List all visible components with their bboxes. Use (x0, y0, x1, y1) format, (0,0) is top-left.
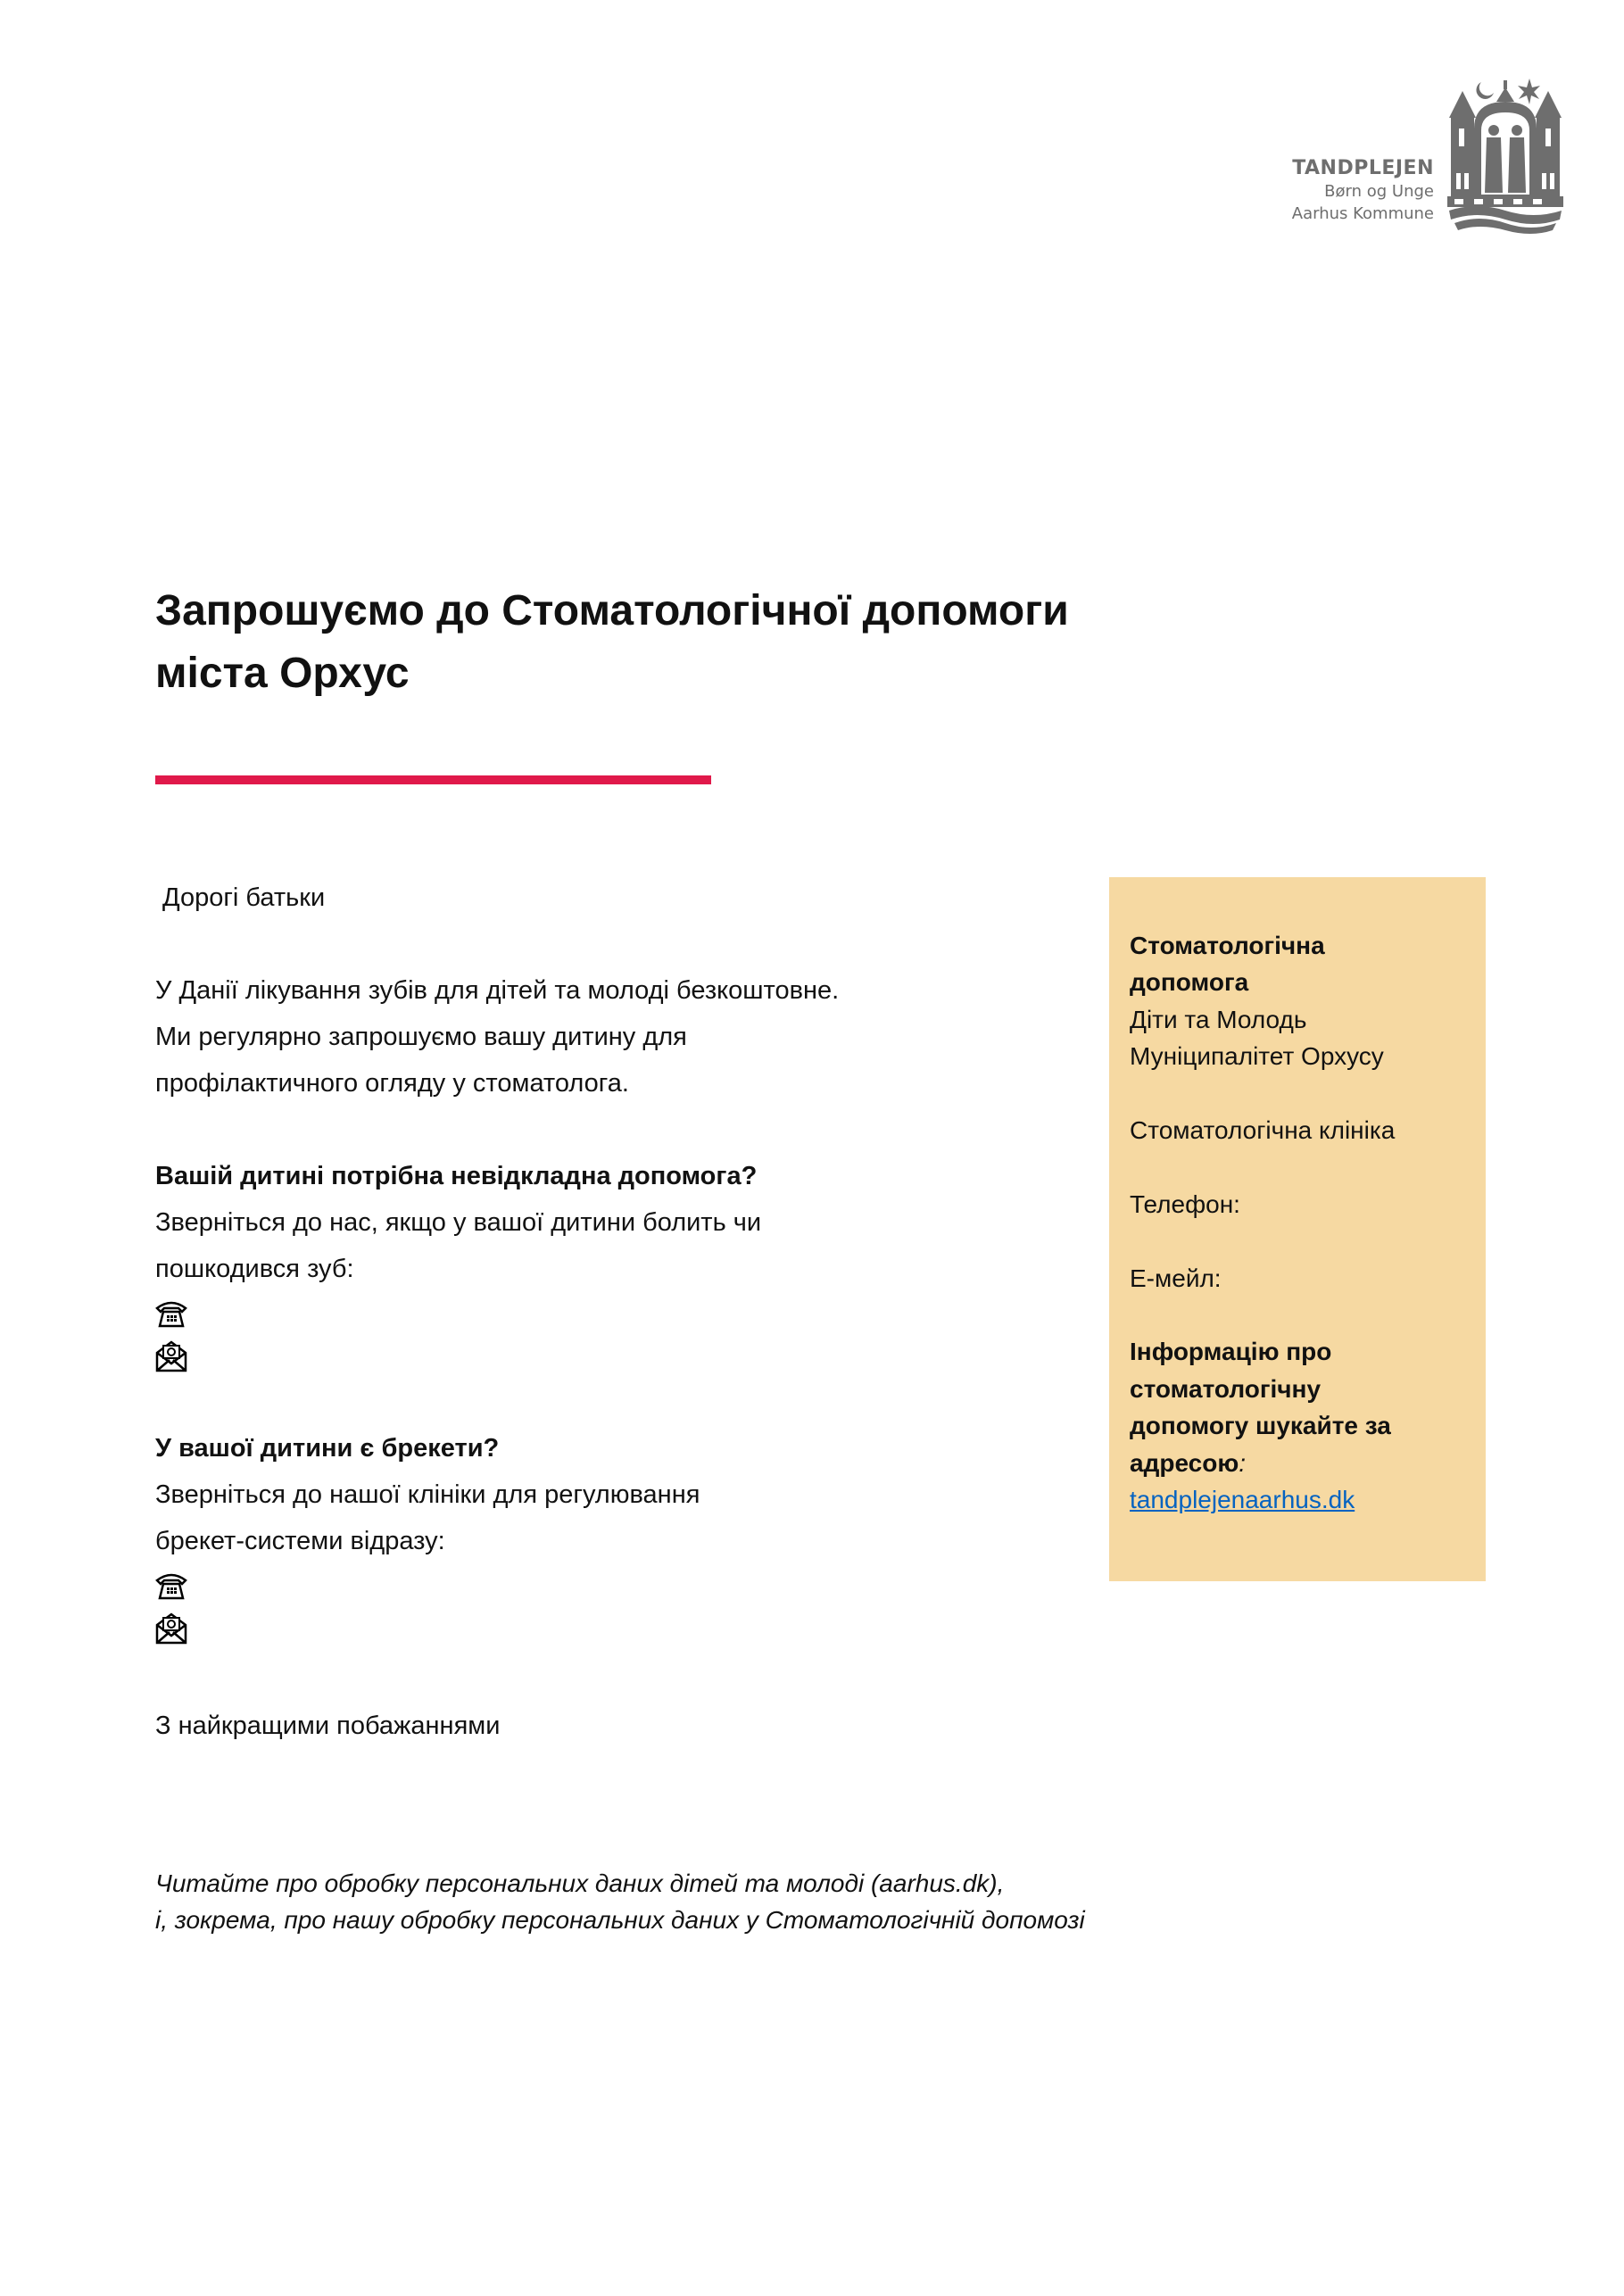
sidebar-clinic: Стоматологічна клініка (1130, 1116, 1396, 1145)
title-line-2: міста Орхус (155, 650, 410, 697)
urgent-phone-line (155, 1292, 1048, 1335)
braces-text: брекет-системи відразу: (155, 1527, 445, 1555)
urgent-text: пошкодився зуб: (155, 1255, 354, 1283)
intro-line: У Данії лікування зубів для дітей та молоді безкоштовне. (155, 976, 840, 1005)
sidebar-info: допомогу шукайте за (1130, 1412, 1391, 1440)
aarhus-coat-of-arms-icon (1447, 75, 1563, 236)
braces-email-line (155, 1607, 1048, 1650)
privacy-note (155, 1865, 1085, 1938)
sidebar-email-label: Е-мейл: (1130, 1264, 1222, 1292)
page-title (155, 580, 1315, 705)
telephone-icon (155, 1571, 187, 1600)
intro-line: Ми регулярно запрошуємо вашу дитину для (155, 1023, 687, 1051)
sidebar-info: адресою (1130, 1448, 1239, 1477)
letter-body (155, 874, 1048, 1378)
urgent-text: Зверніться до нас, якщо у вашої дитини болить чи (155, 1208, 762, 1237)
privacy-note-line: Читайте про обробку персональних даних дітей та молоді (aarhus.dk), (155, 1869, 1005, 1897)
urgent-email-line (155, 1335, 1048, 1378)
intro-line: профілактичного огляду у стоматолога. (155, 1069, 629, 1098)
envelope-at-icon (155, 1612, 187, 1645)
sidebar-phone-label: Телефон: (1130, 1189, 1240, 1218)
sidebar-org-dept: Діти та Молодь (1130, 1005, 1307, 1033)
braces-heading: У вашої дитини є брекети? (155, 1434, 500, 1463)
braces-section (155, 1425, 1048, 1650)
braces-text: Зверніться до нашої клініки для регулювання (155, 1480, 700, 1509)
logo-title: TANDPLEJEN (1292, 157, 1434, 179)
sidebar-org-municipality: Муніципалітет Орхусу (1130, 1042, 1384, 1071)
logo-subtitle: Børn og Unge (1324, 182, 1434, 201)
website-link[interactable]: tandplejenaarhus.dk (1130, 1486, 1355, 1514)
title-line-1: Запрошуємо до Стоматологічної допомоги (155, 587, 1069, 634)
contact-sidebar (1109, 877, 1486, 1581)
privacy-note-line: і, зокрема, про нашу обробку персональних даних у Стоматологічній допомозі (155, 1906, 1085, 1934)
title-accent-divider (155, 775, 711, 784)
urgent-heading: Вашій дитині потрібна невідкладна допомога? (155, 1162, 758, 1190)
sidebar-org-name: допомога (1130, 968, 1249, 997)
closing: З найкращими побажаннями (155, 1712, 501, 1740)
sidebar-info-colon: : (1239, 1448, 1247, 1477)
braces-phone-line (155, 1564, 1048, 1607)
greeting: Дорогі батьки (162, 883, 326, 912)
sidebar-info: стоматологічну (1130, 1374, 1322, 1403)
telephone-icon (155, 1299, 187, 1328)
logo-municipality: Aarhus Kommune (1291, 204, 1434, 223)
envelope-at-icon (155, 1340, 187, 1372)
sidebar-org-name: Стоматологічна (1130, 932, 1325, 959)
sidebar-info: Інформацію про (1130, 1338, 1332, 1366)
